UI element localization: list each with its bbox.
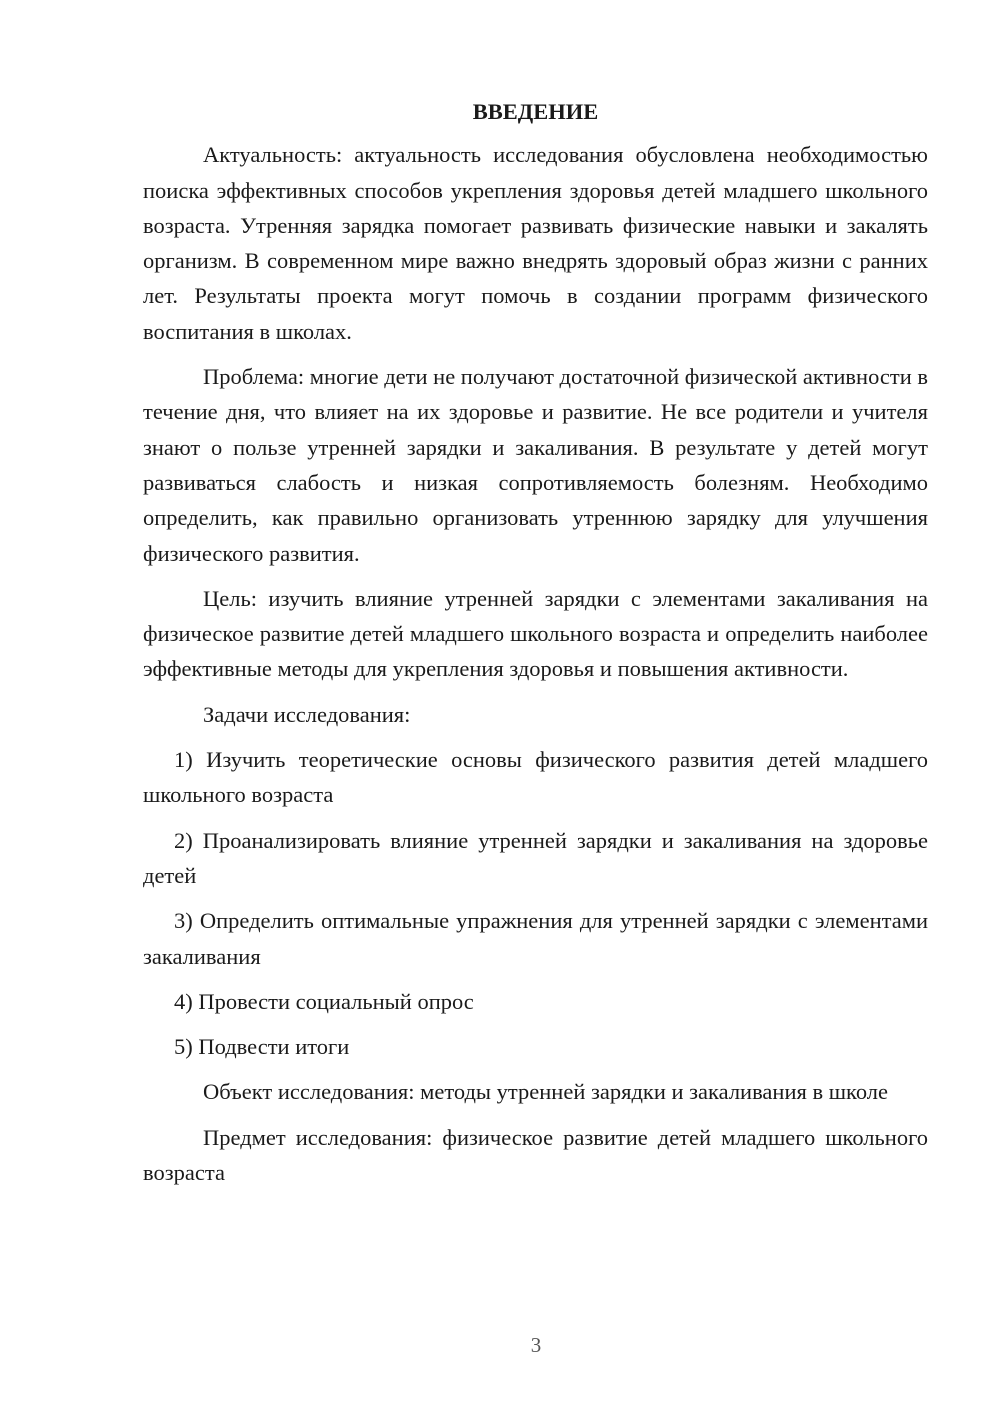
task-item: 2) Проанализировать влияние утренней зарядки и закаливания на здоровье детей	[143, 827, 928, 888]
goal-paragraph: Цель: изучить влияние утренней зарядки с элементами закаливания на физическое развитие детей младшего школьного возраста и определить наиболее эффективные методы для укрепления здоровья и повышения активности.	[143, 585, 928, 682]
task-item: 4) Провести социальный опрос	[174, 988, 474, 1014]
task-item: 1) Изучить теоретические основы физического развития детей младшего школьного возраста	[143, 747, 928, 808]
task-item: 5) Подвести итоги	[174, 1034, 350, 1060]
task-item: 3) Определить оптимальные упражнения для утренней зарядки с элементами закаливания	[143, 908, 928, 969]
object-paragraph: Объект исследования: методы утренней зарядки и закаливания в школе	[203, 1079, 888, 1105]
relevance-paragraph: Актуальность: актуальность исследования обусловлена необходимостью поиска эффективных способов укрепления здоровья детей младшего школьного возраста. Утренняя зарядка помогает развивать физические навыки и закалять организм. В современном мире важно внедрять здоровый образ жизни с ранних лет. Результаты проекта могут помочь в создании программ физического воспитания в школах.	[143, 142, 928, 344]
problem-paragraph: Проблема: многие дети не получают достаточной физической активности в течение дня, что влияет на их здоровье и развитие. Не все родители и учителя знают о пользе утренней зарядки и закаливания. В результате у детей могут развиваться слабость и низкая сопротивляемость болезням. Необходимо определить, как правильно организовать утреннюю зарядку для улучшения физического развития.	[143, 364, 928, 566]
page-number: 3	[530, 1333, 542, 1357]
tasks-heading: Задачи исследования:	[203, 701, 411, 727]
page-content	[143, 94, 928, 1200]
section-heading: ВВЕДЕНИЕ	[472, 99, 599, 124]
subject-paragraph: Предмет исследования: физическое развитие детей младшего школьного возраста	[143, 1124, 928, 1186]
